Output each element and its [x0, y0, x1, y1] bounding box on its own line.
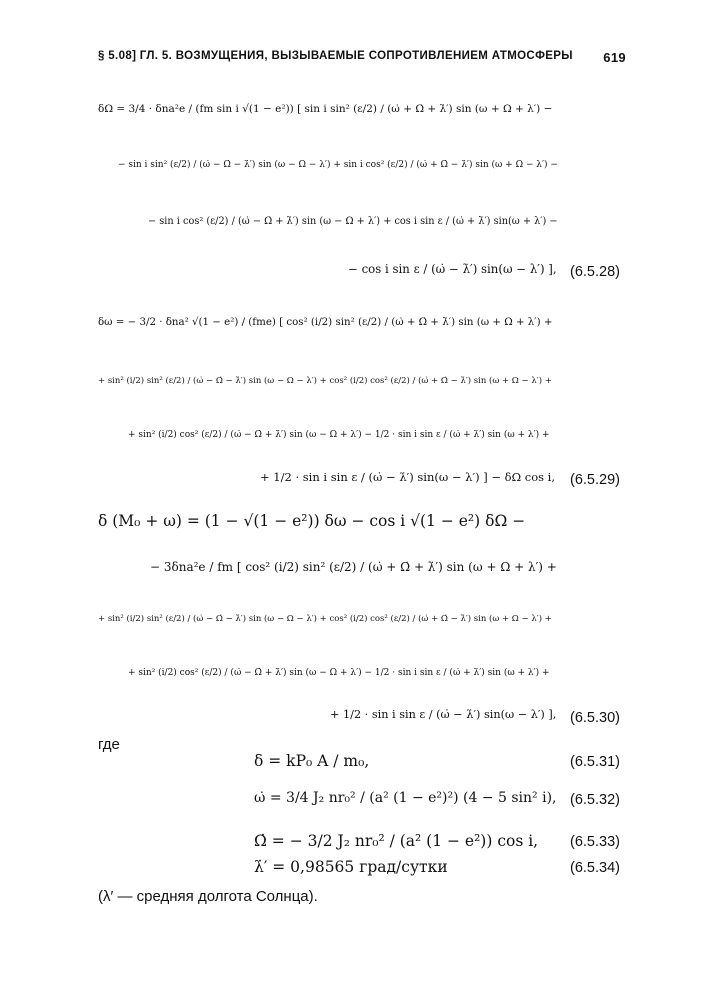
- equation-number: (6.5.30): [570, 710, 620, 726]
- equation-6-5-29-line-4: + 1/2 · sin i sin ε / (ω̇ − λ̇′) sin(ω − λ′) ] − δΩ cos i,: [260, 470, 556, 484]
- equation-6-5-31: δ = kP₀ A / m₀,: [254, 752, 370, 770]
- running-title: § 5.08] ГЛ. 5. ВОЗМУЩЕНИЯ, ВЫЗЫВАЕМЫЕ СОПРОТИВЛЕНИЕМ АТМОСФЕРЫ: [98, 50, 573, 62]
- equation-6-5-28-line-1: δΩ = 3/4 · δna²e / (fm sin i √(1 − e²)) [ sin i sin² (ε/2) / (ω̇ + Ω̇ + λ̇′) sin (ω + Ω + λ′) −: [98, 103, 553, 115]
- equation-6-5-30-line-2: − 3δna²e / fm [ cos² (i/2) sin² (ε/2) / (ω̇ + Ω̇ + λ̇′) sin (ω + Ω + λ′) +: [150, 560, 557, 574]
- equation-number: (6.5.31): [570, 754, 620, 770]
- equation-6-5-29-line-1: δω = − 3/2 · δna² √(1 − e²) / (fme) [ cos² (i/2) sin² (ε/2) / (ω̇ + Ω̇ + λ̇′) sin (ω + Ω + λ′) +: [98, 316, 553, 328]
- equation-6-5-32: ω̇ = 3/4 J₂ nr₀² / (a² (1 − e²)²) (4 − 5 sin² i),: [254, 790, 557, 806]
- equation-6-5-29-line-3: + sin² (i/2) cos² (ε/2) / (ω̇ − Ω̇ + λ̇′) sin (ω − Ω + λ′) − 1/2 · sin i sin ε / (ω̇ + λ̇′) sin (ω + λ′) +: [128, 430, 550, 440]
- equation-6-5-34: λ̇′ = 0,98565 град/сутки: [254, 858, 448, 876]
- equation-6-5-29-line-2: + sin² (i/2) sin² (ε/2) / (ω̇ − Ω̇ − λ̇′) sin (ω − Ω − λ′) + cos² (i/2) cos² (ε/2) / (ω̇ + Ω̇ − λ̇′) sin (ω + Ω − λ′) +: [98, 376, 552, 386]
- equation-number: (6.5.33): [570, 834, 620, 850]
- running-header: [98, 50, 626, 65]
- equation-6-5-30-line-3: + sin² (i/2) sin² (ε/2) / (ω̇ − Ω̇ − λ̇′) sin (ω − Ω − λ′) + cos² (i/2) cos² (ε/2) / (ω̇ + Ω̇ − λ̇′) sin (ω + Ω − λ′) +: [98, 614, 552, 624]
- equation-number: (6.5.34): [570, 860, 620, 876]
- equation-6-5-33: Ω̇ = − 3/2 J₂ nr₀² / (a² (1 − e²)) cos i,: [254, 832, 539, 850]
- where-label: где: [98, 736, 120, 753]
- equation-6-5-30-line-5: + 1/2 · sin i sin ε / (ω̇ − λ̇′) sin(ω − λ′) ],: [330, 708, 557, 721]
- page-number: 619: [603, 50, 626, 65]
- equation-6-5-28-line-3: − sin i cos² (ε/2) / (ω̇ − Ω̇ + λ̇′) sin (ω − Ω + λ′) + cos i sin ε / (ω̇ + λ̇′) sin(ω + λ′) −: [148, 216, 558, 227]
- equation-6-5-28-line-2: − sin i sin² (ε/2) / (ω̇ − Ω̇ − λ̇′) sin (ω − Ω − λ′) + sin i cos² (ε/2) / (ω̇ + Ω̇ − λ̇′) sin (ω + Ω − λ′) −: [118, 160, 558, 170]
- equation-number: (6.5.29): [570, 472, 620, 488]
- equation-6-5-28-line-4: − cos i sin ε / (ω̇ − λ̇′) sin(ω − λ′) ],: [348, 262, 557, 276]
- footnote-text: (λ′ — средняя долгота Солнца).: [98, 888, 318, 905]
- equation-6-5-30-line-4: + sin² (i/2) cos² (ε/2) / (ω̇ − Ω̇ + λ̇′) sin (ω − Ω + λ′) − 1/2 · sin i sin ε / (ω̇ + λ̇′) sin (ω + λ′) +: [128, 668, 550, 678]
- equation-number: (6.5.32): [570, 792, 620, 808]
- equation-number: (6.5.28): [570, 264, 620, 280]
- equation-6-5-30-line-1: δ (M₀ + ω) = (1 − √(1 − e²)) δω − cos i √(1 − e²) δΩ −: [98, 512, 526, 530]
